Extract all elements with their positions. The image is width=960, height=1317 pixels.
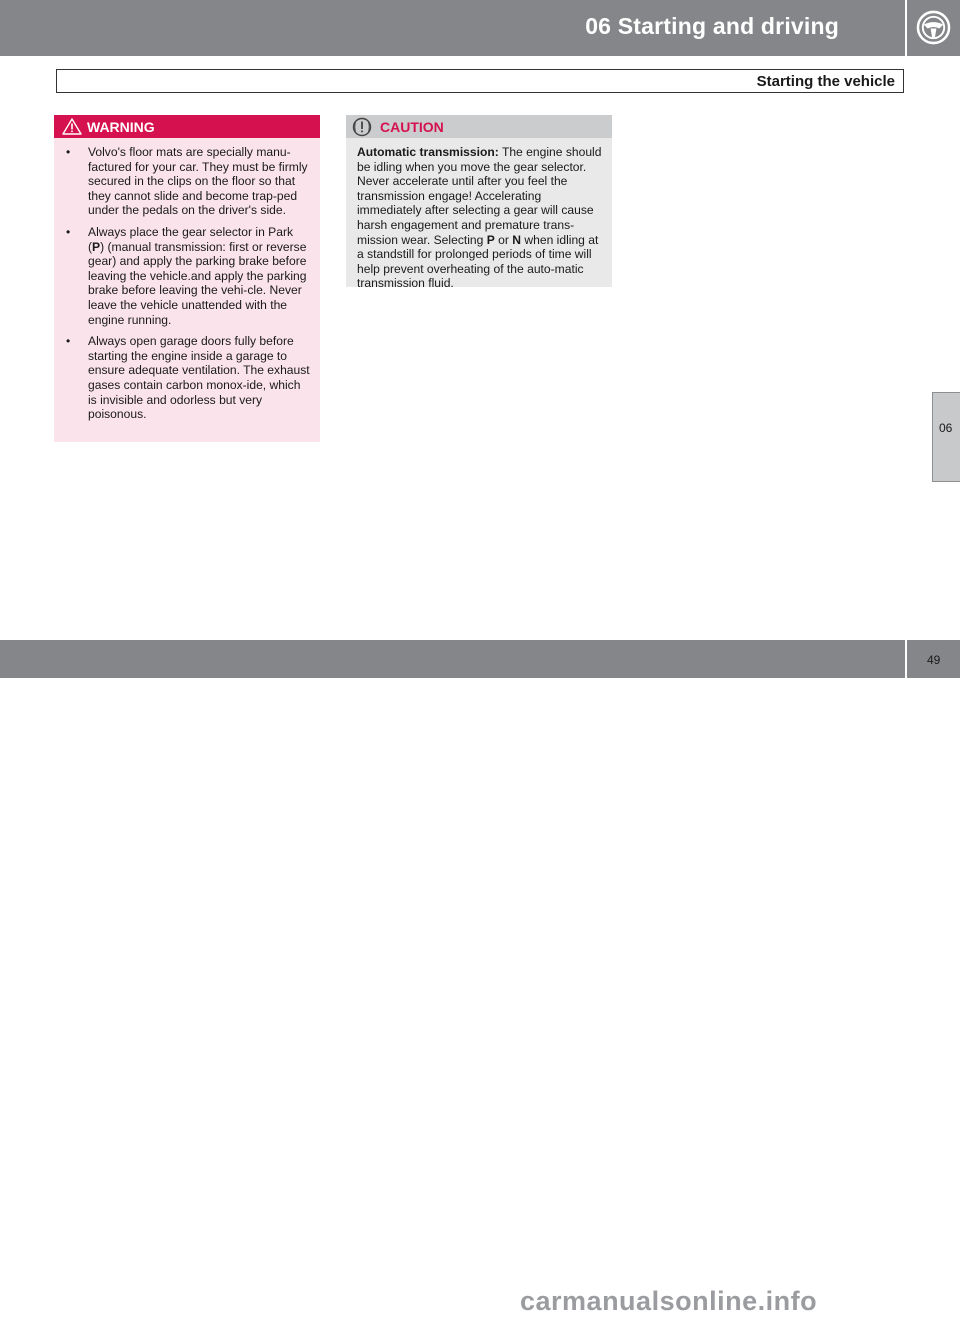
steering-wheel-icon xyxy=(916,10,951,45)
list-item xyxy=(54,334,320,422)
header-bar xyxy=(0,0,905,56)
caution-lead: Automatic transmission: xyxy=(357,145,499,159)
caution-exclamation-icon xyxy=(352,117,372,137)
caution-text-2: or xyxy=(494,232,513,247)
watermark: carmanualsonline.info xyxy=(520,1286,818,1316)
gear-p-label: P xyxy=(92,239,101,254)
warning-box xyxy=(54,115,320,442)
gear-n-label: N xyxy=(512,232,522,247)
caution-body xyxy=(357,145,607,291)
caution-text-1: The engine should be idling when you move the gear selector. Never accelerate until after you feel the transmission engage! Accelerating immediately after selecting a gear will cause harsh engagement and premature trans-mission wear. Selecting xyxy=(357,145,602,247)
list-item xyxy=(54,225,320,327)
warning-item-text-post: ) (manual transmission: first or reverse gear) and apply the parking brake before leaving the vehicle.and apply the parking brake before leaving the vehi-cle. Never leave the vehicle unattended with the engine running. xyxy=(88,239,307,327)
footer-bar xyxy=(0,640,905,1316)
list-item xyxy=(54,145,320,218)
caution-header xyxy=(346,115,612,138)
warning-item-text: Volvo's floor mats are specially manu-factured for your car. They must be firmly secured in the clips on the floor so that they cannot slide and become trap-ped under the pedals on the driver's side. xyxy=(88,145,308,218)
section-bar xyxy=(56,69,904,93)
chapter-icon-box xyxy=(907,0,960,56)
gear-p-label: P xyxy=(486,232,495,247)
warning-list xyxy=(54,145,320,429)
bullet: • xyxy=(66,334,71,349)
caution-box xyxy=(346,115,612,291)
page-number: 49 xyxy=(927,653,941,667)
warning-title: WARNING xyxy=(87,119,155,135)
section-title: Starting the vehicle xyxy=(756,73,895,90)
side-tab-label: 06 xyxy=(939,421,953,435)
chapter-title: 06 Starting and driving xyxy=(585,13,839,39)
warning-item-text-pre: Always place the gear selector in Park ( xyxy=(88,224,294,254)
warning-header xyxy=(54,115,320,138)
caution-text-3: when idling at a standstill for prolonged periods of time will help prevent overheating of the auto-matic transmission fluid. xyxy=(357,232,599,291)
bullet: • xyxy=(66,145,71,159)
warning-triangle-icon xyxy=(62,118,82,135)
bullet: • xyxy=(66,224,71,239)
page-number-box xyxy=(907,640,960,678)
warning-item-text: Always open garage doors fully before starting the engine inside a garage to ensure adequate ventilation. The exhaust gases contain carbon monox-ide, which is invisible and odorless but very poisonous. xyxy=(88,334,310,422)
caution-title: CAUTION xyxy=(380,119,444,135)
chapter-side-tab xyxy=(932,392,960,482)
